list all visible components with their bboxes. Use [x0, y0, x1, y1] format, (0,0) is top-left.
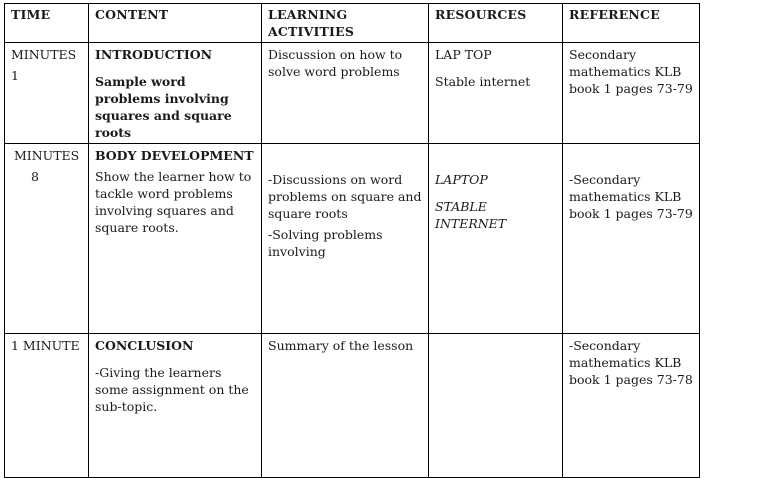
activity-item: -Discussions on word problems on square and square roots: [268, 172, 422, 221]
time-unit: MINUTES: [11, 47, 77, 62]
time-unit: MINUTES: [14, 148, 80, 163]
reference-text: Secondary mathematics KLB book 1 pages 73-79: [569, 47, 693, 96]
lesson-plan-table: [4, 3, 700, 478]
table-row: [5, 334, 700, 478]
time-cell: [5, 43, 89, 144]
resource-item: STABLE INTERNET: [435, 199, 507, 231]
resources-cell: [429, 144, 563, 334]
content-body: -Giving the learners some assignment on the sub-topic.: [95, 365, 249, 414]
resource-item: LAPTOP: [435, 172, 488, 187]
time-value: 8: [31, 169, 39, 184]
reference-text: -Secondary mathematics KLB book 1 pages 73-78: [569, 338, 693, 387]
content-cell: [89, 334, 262, 478]
content-cell: [89, 43, 262, 144]
resources-cell: [429, 43, 563, 144]
header-time: TIME: [5, 4, 89, 43]
content-cell: [89, 144, 262, 334]
reference-cell: [563, 144, 700, 334]
content-title: CONCLUSION: [95, 338, 194, 353]
content-title: BODY DEVELOPMENT: [95, 148, 254, 163]
table-row: [5, 144, 700, 334]
resource-item: Stable internet: [435, 74, 531, 89]
resources-cell: [429, 334, 563, 478]
header-row: [5, 4, 700, 43]
content-title: INTRODUCTION: [95, 47, 213, 62]
resource-item: LAP TOP: [435, 47, 492, 62]
activities-cell: [262, 334, 429, 478]
time-unit: 1 MINUTE: [11, 338, 80, 353]
activities-cell: [262, 43, 429, 144]
activities-cell: [262, 144, 429, 334]
header-reference: REFERENCE: [563, 4, 700, 43]
reference-text: -Secondary mathematics KLB book 1 pages 73-79: [569, 172, 693, 221]
header-resources: RESOURCES: [429, 4, 563, 43]
reference-cell: [563, 334, 700, 478]
activity-item: Discussion on how to solve word problems: [268, 47, 403, 79]
activity-item: Summary of the lesson: [268, 338, 414, 353]
time-cell: [5, 144, 89, 334]
table-row: [5, 43, 700, 144]
time-value: 1: [11, 68, 19, 83]
header-content: CONTENT: [89, 4, 262, 43]
content-body: Show the learner how to tackle word problems involving squares and square roots.: [95, 169, 252, 235]
header-learning-activities: LEARNING ACTIVITIES: [262, 4, 429, 43]
time-cell: [5, 334, 89, 478]
content-body: Sample word problems involving squares and square roots: [95, 74, 232, 140]
reference-cell: [563, 43, 700, 144]
activity-item: -Solving problems involving: [268, 227, 383, 259]
